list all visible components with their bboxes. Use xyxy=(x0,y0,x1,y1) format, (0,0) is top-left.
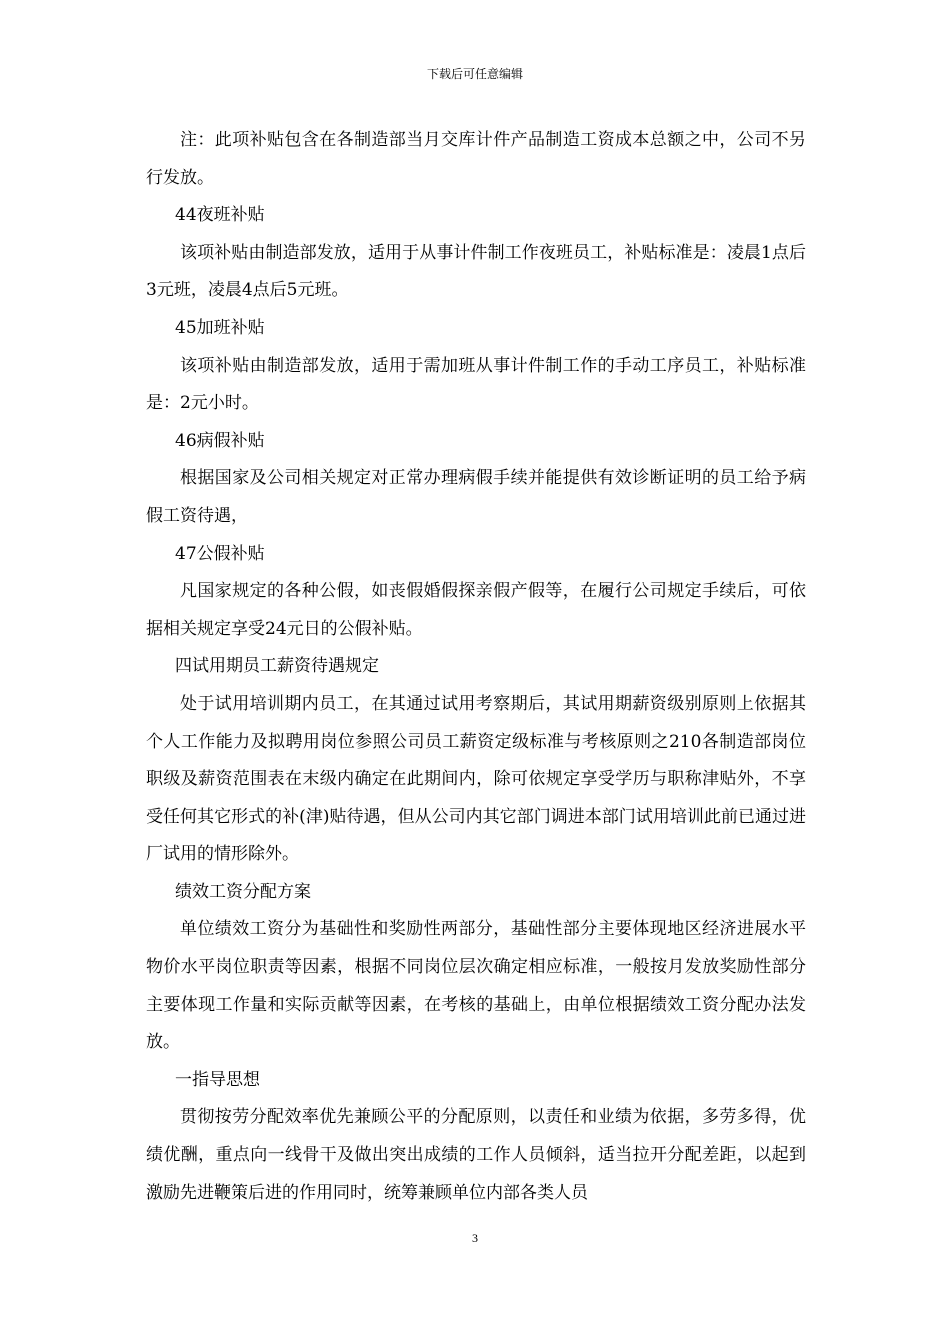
section-heading-guiding-idea: 一指导思想 xyxy=(175,1069,260,1090)
paragraph-performance-pay: 单位绩效工资分为基础性和奖励性两部分，基础性部分主要体现地区经济进展水平物价水平岗位职责等因素，根据不同岗位层次确定相应标准，一般按月发放奖励性部分主要体现工作量和实际贡献等因素，在考核的基础上，由单位根据绩效工资分配办法发放。 xyxy=(146,919,806,1053)
paragraph-guiding-idea: 贯彻按劳分配效率优先兼顾公平的分配原则，以责任和业绩为依据，多劳多得，优绩优酬，重点向一线骨干及做出突出成绩的工作人员倾斜，适当拉开分配差距，以起到激励先进鞭策后进的作用同时，统筹兼顾单位内部各类人员 xyxy=(146,1107,806,1203)
section-heading-probation: 四试用期员工薪资待遇规定 xyxy=(175,656,379,677)
document-body xyxy=(146,122,806,1212)
paragraph-night-shift: 该项补贴由制造部发放，适用于从事计件制工作夜班员工，补贴标准是：凌晨1点后3元班，凌晨4点后5元班。 xyxy=(146,242,806,301)
section-heading-night-shift: 44夜班补贴 xyxy=(175,205,265,226)
paragraph-probation: 处于试用培训期内员工，在其通过试用考察期后，其试用期薪资级别原则上依据其个人工作能力及拟聘用岗位参照公司员工薪资定级标准与考核原则之210各制造部岗位职级及薪资范围表在末级内确定在此期间内，除可依规定享受学历与职称津贴外，不享受任何其它形式的补(津)贴待遇，但从公司内其它部门调进本部门试用培训此前已通过进厂试用的情形除外。 xyxy=(146,693,806,865)
page-number: 3 xyxy=(472,1231,478,1245)
section-heading-sick-leave: 46病假补贴 xyxy=(175,430,265,451)
paragraph-sick-leave: 根据国家及公司相关规定对正常办理病假手续并能提供有效诊断证明的员工给予病假工资待遇， xyxy=(146,468,806,526)
paragraph-public-leave: 凡国家规定的各种公假，如丧假婚假探亲假产假等，在履行公司规定手续后，可依据相关规定享受24元日的公假补贴。 xyxy=(146,581,806,639)
section-heading-public-leave: 47公假补贴 xyxy=(175,543,265,564)
page-header: 下载后可任意编辑 xyxy=(426,67,523,81)
section-heading-overtime: 45加班补贴 xyxy=(175,317,265,338)
paragraph-overtime: 该项补贴由制造部发放，适用于需加班从事计件制工作的手动工序员工，补贴标准是：2元小时。 xyxy=(146,355,806,414)
section-heading-performance-pay: 绩效工资分配方案 xyxy=(175,881,311,902)
paragraph-note-subsidy: 注：此项补贴包含在各制造部当月交库计件产品制造工资成本总额之中，公司不另行发放。 xyxy=(146,130,806,188)
